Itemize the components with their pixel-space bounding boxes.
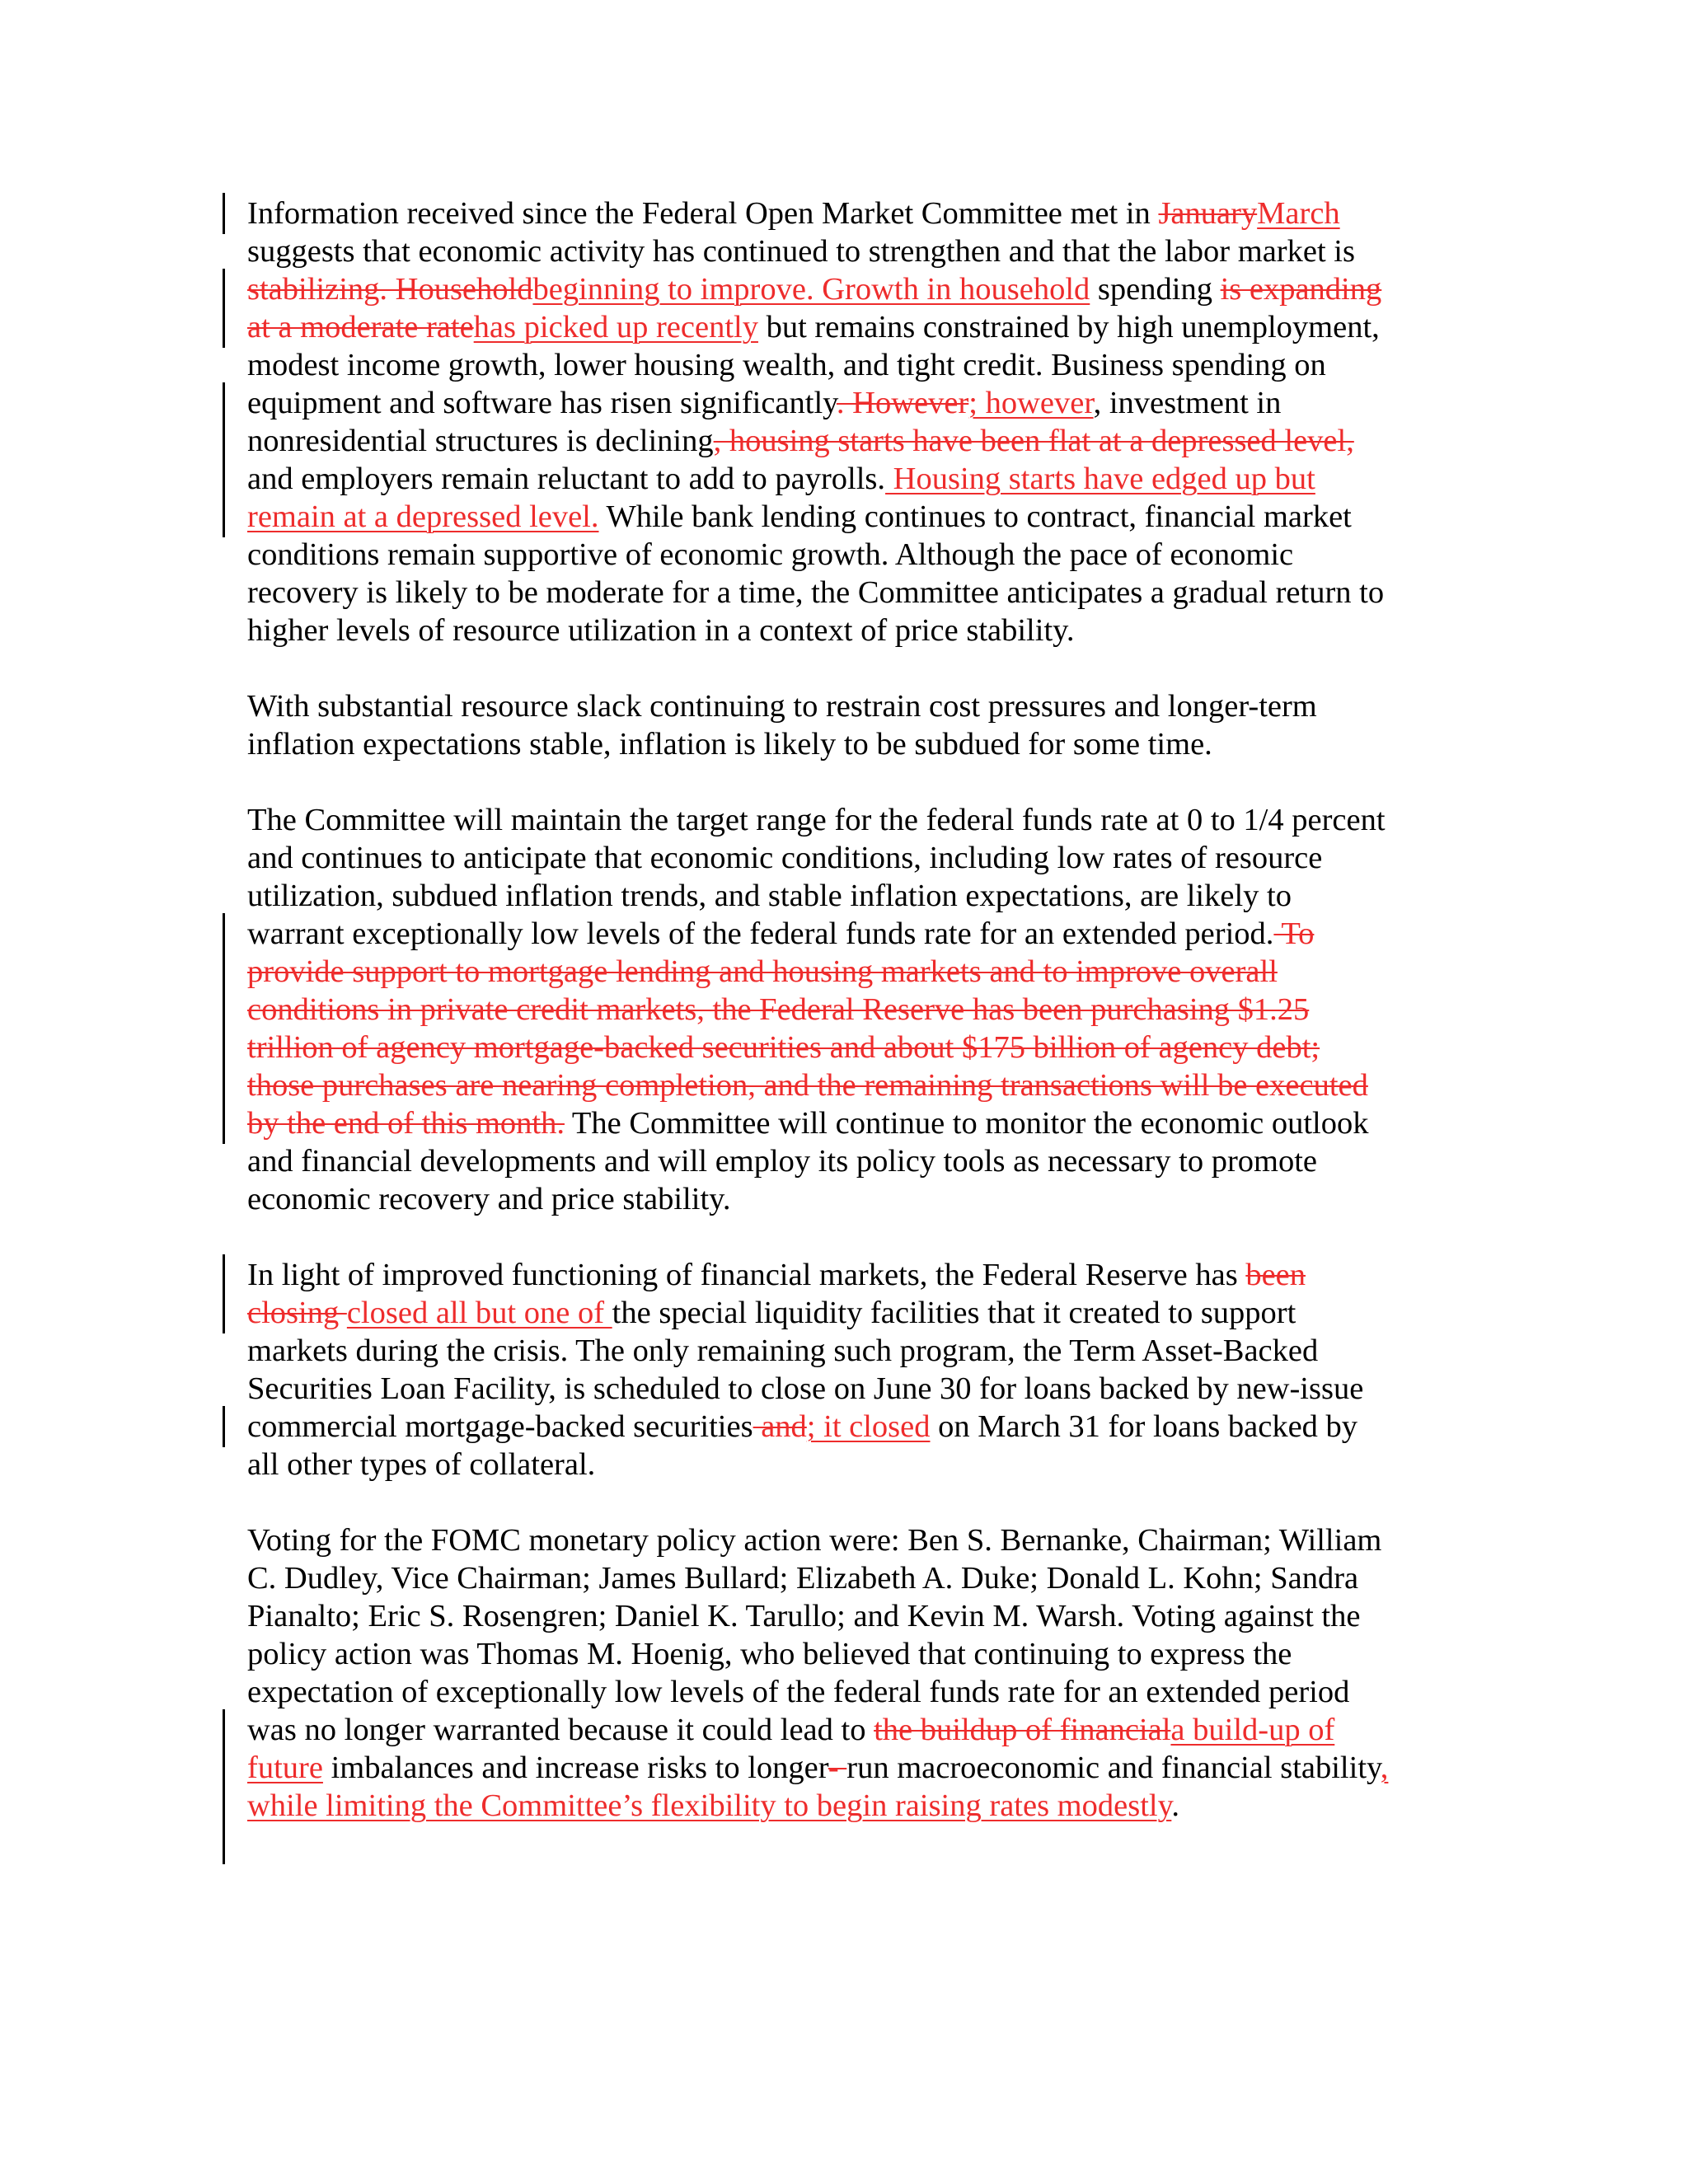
text-line bbox=[247, 915, 1451, 953]
inserted-text: has picked up recently bbox=[473, 310, 758, 344]
deleted-text: . However bbox=[836, 386, 969, 420]
text-line bbox=[247, 1673, 1451, 1711]
text-line bbox=[247, 1446, 1451, 1483]
text-line bbox=[247, 1597, 1451, 1635]
body-text: but remains constrained by high unemployment, bbox=[757, 310, 1380, 344]
text-line bbox=[247, 536, 1451, 574]
text-line bbox=[247, 1711, 1451, 1749]
body-text: spending bbox=[1090, 272, 1221, 307]
deleted-text: stabilizing. Household bbox=[247, 272, 533, 307]
deleted-text: closing bbox=[247, 1296, 347, 1330]
body-text: on March 31 for loans backed by bbox=[930, 1409, 1358, 1444]
body-text: expectation of exceptionally low levels of the federal funds rate for an extended period bbox=[247, 1675, 1350, 1709]
text-line bbox=[247, 1749, 1451, 1787]
text-line bbox=[247, 1521, 1451, 1559]
change-bar bbox=[223, 269, 225, 348]
body-text: higher levels of resource utilization in a context of price stability. bbox=[247, 613, 1075, 648]
body-text: Securities Loan Facility, is scheduled to close on June 30 for loans backed by new-issue bbox=[247, 1371, 1364, 1406]
text-line bbox=[247, 1332, 1451, 1370]
inserted-text: ; it closed bbox=[806, 1409, 931, 1444]
text-line bbox=[247, 1142, 1451, 1180]
text-line bbox=[247, 725, 1451, 763]
text-line bbox=[247, 1029, 1451, 1066]
text-line bbox=[247, 1787, 1451, 1825]
text-line bbox=[247, 687, 1451, 725]
body-text: equipment and software has risen significantly bbox=[247, 386, 837, 420]
deleted-text: conditions in private credit markets, the Federal Reserve has been purchasing $1.25 bbox=[247, 992, 1310, 1027]
body-text: . bbox=[1171, 1788, 1179, 1823]
paragraph-1 bbox=[247, 194, 1451, 649]
inserted-text: a build-up of bbox=[1170, 1713, 1335, 1747]
deleted-text: those purchases are nearing completion, and the remaining transactions will be executed bbox=[247, 1068, 1368, 1103]
inserted-text: while limiting the Committee’s flexibility to begin raising rates modestly bbox=[247, 1788, 1172, 1823]
body-text: suggests that economic activity has continued to strengthen and that the labor market is bbox=[247, 234, 1355, 269]
text-line bbox=[247, 384, 1451, 422]
body-text: utilization, subdued inflation trends, and stable inflation expectations, are likely to bbox=[247, 879, 1292, 913]
paragraph-2 bbox=[247, 687, 1451, 763]
body-text: warrant exceptionally low levels of the federal funds rate for an extended period. bbox=[247, 916, 1274, 951]
change-bar bbox=[223, 1254, 225, 1333]
deleted-text: January bbox=[1158, 196, 1258, 231]
text-line bbox=[247, 308, 1451, 346]
text-line bbox=[247, 270, 1451, 308]
body-text: inflation expectations stable, inflation is likely to be subdued for some time. bbox=[247, 727, 1212, 762]
body-text: and financial developments and will employ its policy tools as necessary to promote bbox=[247, 1144, 1318, 1179]
deleted-text: and bbox=[753, 1409, 807, 1444]
body-text: all other types of collateral. bbox=[247, 1447, 596, 1482]
deleted-text: the buildup of financial bbox=[874, 1713, 1171, 1747]
body-text: With substantial resource slack continuing to restrain cost pressures and longer-term bbox=[247, 689, 1317, 724]
text-line bbox=[247, 839, 1451, 877]
body-text: run macroeconomic and financial stability bbox=[846, 1750, 1381, 1785]
text-line bbox=[247, 1066, 1451, 1104]
body-text: and continues to anticipate that economic conditions, including low rates of resource bbox=[247, 841, 1323, 875]
change-bar bbox=[223, 913, 225, 1144]
body-text: , investment in bbox=[1093, 386, 1282, 420]
change-bar bbox=[223, 382, 225, 537]
paragraph-5 bbox=[247, 1521, 1451, 1825]
deleted-text: at a moderate rate bbox=[247, 310, 474, 344]
body-text: policy action was Thomas M. Hoenig, who believed that continuing to express the bbox=[247, 1637, 1292, 1671]
inserted-text: Housing starts have edged up but bbox=[885, 462, 1315, 496]
inserted-text: closed all but one of bbox=[346, 1296, 612, 1330]
inserted-text: future bbox=[247, 1750, 323, 1785]
body-text: economic recovery and price stability. bbox=[247, 1182, 731, 1216]
text-line bbox=[247, 498, 1451, 536]
paragraph-4 bbox=[247, 1256, 1451, 1483]
deleted-text: provide support to mortgage lending and housing markets and to improve overall bbox=[247, 954, 1278, 989]
body-text: While bank lending continues to contract, financial market bbox=[598, 499, 1352, 534]
text-line bbox=[247, 1104, 1451, 1142]
text-line bbox=[247, 346, 1451, 384]
text-line bbox=[247, 1256, 1451, 1294]
deleted-text: , housing starts have been flat at a depressed level, bbox=[713, 424, 1354, 458]
text-line bbox=[247, 1180, 1451, 1218]
deleted-text: trillion of agency mortgage-backed securities and about $175 billion of agency debt; bbox=[247, 1030, 1320, 1065]
text-line bbox=[247, 574, 1451, 612]
text-line bbox=[247, 991, 1451, 1029]
text-line bbox=[247, 801, 1451, 839]
body-text: recovery is likely to be moderate for a time, the Committee anticipates a gradual return to bbox=[247, 575, 1385, 610]
deleted-text: been bbox=[1245, 1258, 1306, 1292]
body-text: the special liquidity facilities that it created to support bbox=[612, 1296, 1296, 1330]
text-line bbox=[247, 1559, 1451, 1597]
deleted-text: by the end of this month. bbox=[247, 1106, 565, 1141]
body-text: C. Dudley, Vice Chairman; James Bullard; Elizabeth A. Duke; Donald L. Kohn; Sandra bbox=[247, 1561, 1359, 1596]
body-text: modest income growth, lower housing wealth, and tight credit. Business spending on bbox=[247, 348, 1326, 382]
body-text: In light of improved functioning of financial markets, the Federal Reserve has bbox=[247, 1258, 1246, 1292]
paragraph-3 bbox=[247, 801, 1451, 1218]
body-text: The Committee will continue to monitor the economic outlook bbox=[564, 1106, 1369, 1141]
body-text: Pianalto; Eric S. Rosengren; Daniel K. Tarullo; and Kevin M. Warsh. Voting against the bbox=[247, 1599, 1361, 1633]
inserted-text: remain at a depressed level. bbox=[247, 499, 599, 534]
body-text: Information received since the Federal Open Market Committee met in bbox=[247, 196, 1159, 231]
deleted-text: To bbox=[1273, 916, 1315, 951]
text-line bbox=[247, 422, 1451, 460]
body-text: imbalances and increase risks to longer bbox=[322, 1750, 828, 1785]
body-text: Voting for the FOMC monetary policy action were: Ben S. Bernanke, Chairman; William bbox=[247, 1523, 1382, 1558]
body-text: commercial mortgage-backed securities bbox=[247, 1409, 753, 1444]
text-line bbox=[247, 460, 1451, 498]
text-line bbox=[247, 232, 1451, 270]
body-text: The Committee will maintain the target range for the federal funds rate at 0 to 1/4 percent bbox=[247, 803, 1386, 837]
body-text: nonresidential structures is declining bbox=[247, 424, 714, 458]
text-line bbox=[247, 612, 1451, 649]
inserted-text: ; however bbox=[968, 386, 1094, 420]
inserted-text: March bbox=[1257, 196, 1340, 231]
text-line bbox=[247, 1408, 1451, 1446]
text-line bbox=[247, 1635, 1451, 1673]
text-line bbox=[247, 1294, 1451, 1332]
inserted-text: beginning to improve. Growth in household bbox=[532, 272, 1090, 307]
body-text: was no longer warranted because it could lead to bbox=[247, 1713, 874, 1747]
document-body bbox=[247, 194, 1451, 1863]
text-line bbox=[247, 194, 1451, 232]
body-text: and employers remain reluctant to add to payrolls. bbox=[247, 462, 886, 496]
change-bar bbox=[223, 1709, 225, 1864]
text-line bbox=[247, 953, 1451, 991]
text-line bbox=[247, 877, 1451, 915]
deleted-text: - bbox=[828, 1750, 847, 1785]
body-text: markets during the crisis. The only remaining such program, the Term Asset-Backed bbox=[247, 1333, 1319, 1368]
deleted-text: is expanding bbox=[1220, 272, 1382, 307]
text-line bbox=[247, 1370, 1451, 1408]
change-bar bbox=[223, 1406, 225, 1447]
change-bar bbox=[223, 193, 225, 234]
body-text: conditions remain supportive of economic growth. Although the pace of economic bbox=[247, 537, 1294, 572]
inserted-text: , bbox=[1380, 1750, 1389, 1785]
